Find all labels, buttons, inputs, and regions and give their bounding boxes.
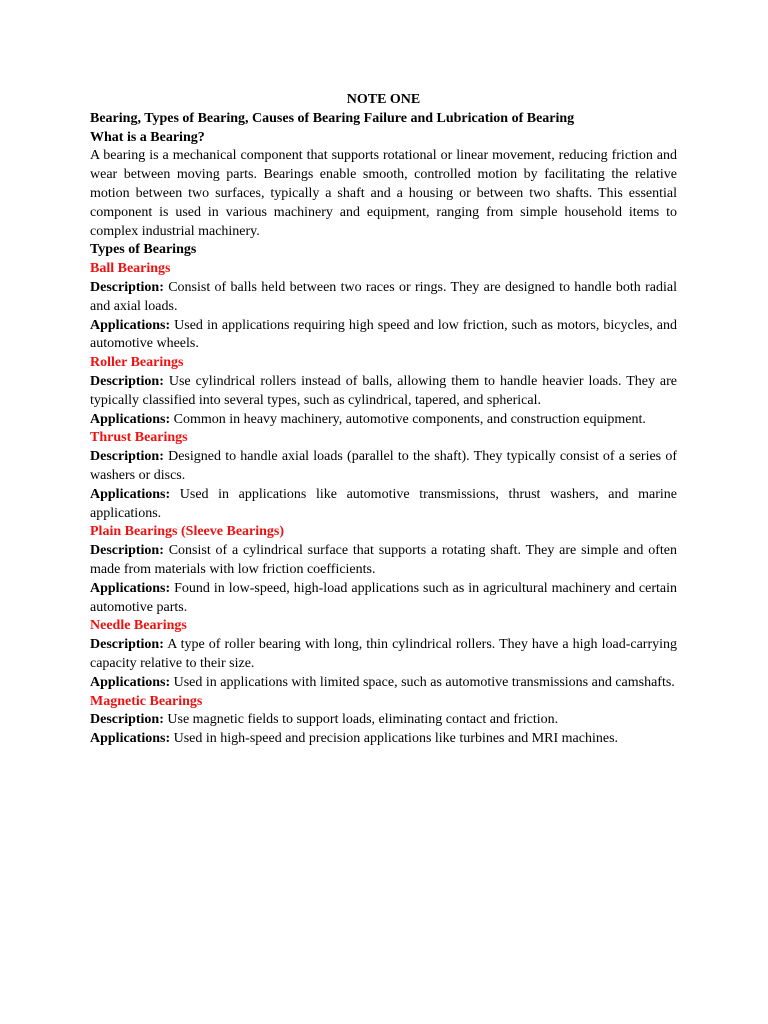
bearing-type-heading: Roller Bearings (90, 355, 184, 371)
description-paragraph (90, 279, 677, 317)
description-text: A type of roller bearing with long, thin cylindrical rollers. They have a high load-carrying capacity relative to their size. (90, 637, 677, 671)
applications-text: Used in applications requiring high speed and low friction, such as motors, bicycles, and automotive wheels. (90, 317, 677, 352)
description-paragraph (90, 373, 677, 411)
bearing-section-thrust (90, 429, 677, 523)
applications-paragraph (90, 730, 677, 749)
bearing-type-heading: Needle Bearings (90, 618, 187, 634)
bearing-type-heading: Thrust Bearings (90, 430, 188, 446)
bearing-type-heading: Ball Bearings (90, 261, 171, 277)
applications-label: Applications: (90, 731, 171, 747)
applications-text: Found in low-speed, high-load applications such as in agricultural machinery and certain automotive parts. (90, 580, 678, 615)
applications-text: Common in heavy machinery, automotive components, and construction equipment. (173, 411, 646, 427)
description-paragraph (90, 636, 677, 674)
applications-text: Used in high-speed and precision applications like turbines and MRI machines. (173, 731, 619, 747)
applications-paragraph (90, 317, 677, 355)
bearing-section-magnetic (90, 693, 677, 749)
applications-label: Applications: (90, 580, 171, 596)
description-paragraph (90, 542, 677, 580)
applications-label: Applications: (90, 674, 171, 690)
applications-paragraph (90, 580, 677, 618)
description-text: Consist of balls held between two races or rings. They are designed to handle both radial and axial loads. (90, 279, 677, 314)
description-label: Description: (90, 712, 164, 728)
note-title: NOTE ONE (346, 92, 421, 107)
intro-paragraph: A bearing is a mechanical component that supports rotational or linear movement, reducing friction and wear between moving parts. Bearings enable smooth, controlled motion by facilitating the relative motion between two surfaces, typically a shaft and a housing or between two shafts. This essential component is used in various machinery and equipment, ranging from simple household items to complex industrial machinery. (90, 148, 677, 239)
description-label: Description: (90, 449, 164, 465)
applications-paragraph (90, 411, 677, 430)
bearing-section-needle (90, 617, 677, 692)
description-text: Consist of a cylindrical surface that supports a rotating shaft. They are simple and often made from materials with low friction coefficients. (90, 543, 677, 577)
main-title: Bearing, Types of Bearing, Causes of Bearing Failure and Lubrication of Bearing (90, 110, 575, 126)
bearing-section-roller (90, 354, 677, 429)
description-text: Use magnetic fields to support loads, eliminating contact and friction. (167, 712, 559, 728)
description-paragraph (90, 711, 677, 730)
description-text: Use cylindrical rollers instead of balls, allowing them to handle heavier loads. They are typically classified into several types, such as cylindrical, tapered, and spherical. (90, 373, 678, 408)
description-label: Description: (90, 637, 164, 653)
description-label: Description: (90, 279, 164, 295)
bearing-section-ball (90, 260, 677, 354)
question-heading: What is a Bearing? (90, 129, 205, 145)
applications-paragraph (90, 486, 677, 524)
bearing-type-heading: Magnetic Bearings (90, 693, 203, 709)
document-page (90, 91, 677, 749)
types-heading: Types of Bearings (90, 242, 197, 258)
description-label: Description: (90, 543, 164, 559)
applications-text: Used in applications with limited space, such as automotive transmissions and camshafts. (173, 674, 675, 690)
description-text: Designed to handle axial loads (parallel to the shaft). They typically consist of a series of washers or discs. (90, 449, 677, 483)
bearing-type-heading: Plain Bearings (Sleeve Bearings) (90, 524, 285, 540)
applications-label: Applications: (90, 317, 171, 333)
applications-label: Applications: (90, 486, 171, 502)
description-paragraph (90, 448, 677, 486)
applications-label: Applications: (90, 411, 171, 427)
applications-text: Used in applications like automotive transmissions, thrust washers, and marine applications. (90, 486, 678, 521)
description-label: Description: (90, 373, 164, 389)
applications-paragraph (90, 674, 677, 693)
bearing-section-plain (90, 523, 677, 617)
